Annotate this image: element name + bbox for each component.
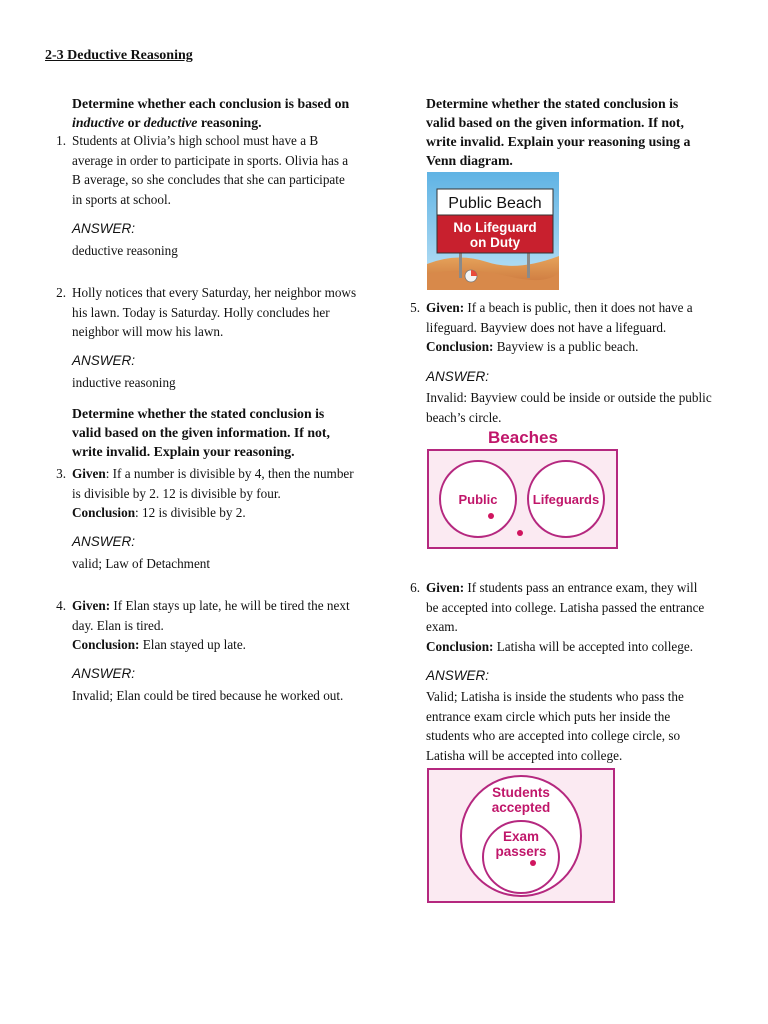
conclusion-text: Elan stayed up late.: [139, 637, 246, 652]
instructions-3-line: Venn diagram.: [426, 153, 513, 168]
given-label: Given:: [72, 598, 111, 613]
instructions-2-line: valid based on the given information. If not,: [72, 425, 330, 440]
question-5-text: [426, 298, 746, 357]
question-2-line: Holly notices that every Saturday, her neighbor mows: [72, 285, 357, 300]
answer-3-label: ANSWER:: [72, 534, 136, 549]
word-deductive: deductive: [143, 115, 198, 130]
conclusion-label: Conclusion:: [426, 339, 494, 354]
answer-5-text: [426, 388, 746, 427]
sign-line-1: Public Beach: [448, 195, 542, 212]
instructions-2-line: Determine whether the stated conclusion is: [72, 406, 325, 421]
instructions-3: [426, 94, 736, 170]
conclusion-text: Bayview is a public beach.: [493, 339, 639, 354]
instructions-1-line2: [72, 113, 392, 132]
answer-6-line: students who are accepted into college circle, so: [426, 728, 681, 743]
instructions-3-line: valid based on the given information. If not,: [426, 115, 684, 130]
question-2-line: neighbor will mow his lawn.: [72, 324, 224, 339]
instructions-1: [72, 94, 392, 132]
instructions-2-line: write invalid. Explain your reasoning.: [72, 444, 295, 459]
sign-line-3: on Duty: [469, 235, 521, 250]
question-2-text: [72, 283, 382, 342]
venn-accepted-label-2: accepted: [491, 800, 551, 815]
question-6-conclusion: [426, 637, 746, 657]
question-4-text: [72, 596, 392, 655]
answer-1-label: ANSWER:: [72, 221, 136, 236]
given-text: If students pass an entrance exam, they will: [464, 580, 698, 595]
answer-6-line: Valid; Latisha is inside the students who pass the: [426, 689, 684, 704]
venn-beaches-svg: [426, 426, 620, 550]
question-6-given-cont: be accepted into college. Latisha passed the entrance: [426, 599, 705, 615]
venn-lifeguards-label: Lifeguards: [532, 492, 600, 507]
answer-6-line: Latisha will be accepted into college.: [426, 747, 623, 763]
question-4-given-cont: day. Elan is tired.: [72, 617, 164, 633]
answer-4-label: ANSWER:: [72, 666, 136, 681]
question-6-number: 6.: [410, 580, 420, 595]
venn-passers-label-2: passers: [495, 844, 547, 859]
question-1-line: average in order to participate in sports. Olivia has a: [72, 152, 349, 168]
question-1-line: in sports at school.: [72, 191, 171, 207]
word-inductive: inductive: [72, 115, 125, 130]
question-6-given-cont: exam.: [426, 619, 458, 634]
instructions-1-line1: Determine whether each conclusion is based on: [72, 96, 350, 111]
word-reasoning: reasoning.: [197, 115, 262, 130]
question-6-given: [426, 578, 746, 598]
answer-4-text: Invalid; Elan could be tired because he worked out.: [72, 688, 344, 703]
question-5-given: [426, 298, 746, 318]
conclusion-label: Conclusion:: [72, 637, 140, 652]
given-label: Given: [72, 466, 106, 481]
question-3-number: 3.: [56, 466, 66, 481]
question-2-number: 2.: [56, 285, 66, 300]
answer-5-label: ANSWER:: [426, 369, 490, 384]
venn-beaches-title: Beaches: [488, 428, 558, 447]
given-label: Given:: [426, 580, 465, 595]
venn-accepted-label-1: Students: [492, 785, 550, 800]
question-6-text: [426, 578, 746, 656]
question-5-conclusion: [426, 337, 746, 357]
given-text: : If a number is divisible by 4, then the number: [105, 466, 354, 481]
venn-diagram-students: [427, 768, 615, 904]
sign-line-2: No Lifeguard: [453, 220, 537, 235]
given-label: Given:: [426, 300, 465, 315]
question-3-given: [72, 464, 392, 484]
word-or: or: [124, 115, 144, 130]
venn-public-label: Public: [458, 492, 498, 507]
conclusion-text: : 12 is divisible by 2.: [135, 505, 246, 520]
given-text: If a beach is public, then it does not have a: [464, 300, 693, 315]
question-4-number: 4.: [56, 598, 66, 613]
conclusion-label: Conclusion: [72, 505, 136, 520]
conclusion-label: Conclusion:: [426, 638, 494, 654]
instructions-3-line: write invalid. Explain your reasoning using a: [426, 134, 691, 149]
question-4-given: [72, 596, 392, 616]
answer-6-text: [426, 687, 746, 765]
beach-sign-illustration: [427, 172, 559, 290]
answer-2-label: ANSWER:: [72, 353, 136, 368]
question-3-text: [72, 464, 392, 523]
beach-sign-svg: [427, 172, 559, 290]
question-3-given-cont: is divisible by 2. 12 is divisible by four.: [72, 485, 281, 501]
question-3-conclusion: [72, 503, 392, 523]
instructions-2: [72, 404, 392, 461]
question-1-text: [72, 131, 382, 209]
answer-5-line: Invalid: Bayview could be inside or outside the public: [426, 390, 712, 405]
conclusion-text: Latisha will be accepted into college.: [493, 638, 693, 654]
answer-1-text: deductive reasoning: [72, 243, 178, 258]
question-5-number: 5.: [410, 300, 420, 315]
given-text: If Elan stays up late, he will be tired the next: [110, 598, 350, 613]
venn-diagram-beaches: [426, 426, 620, 550]
answer-6-line: entrance exam circle which puts her inside the: [426, 708, 671, 724]
question-1-line: Students at Olivia’s high school must have a B: [72, 133, 319, 148]
venn-passers-label-1: Exam: [502, 829, 540, 844]
answer-5-line: beach’s circle.: [426, 409, 502, 425]
answer-6-label: ANSWER:: [426, 668, 490, 683]
question-1-number: 1.: [56, 133, 66, 148]
venn-point-outside: [517, 530, 523, 536]
instructions-3-line: Determine whether the stated conclusion is: [426, 96, 679, 111]
question-4-conclusion: [72, 635, 392, 655]
question-1-line: B average, so she concludes that she can participate: [72, 172, 345, 187]
question-5-given-cont: lifeguard. Bayview does not have a lifeguard.: [426, 319, 667, 335]
venn-point-inside: [488, 513, 494, 519]
question-2-line: his lawn. Today is Saturday. Holly concludes her: [72, 304, 330, 320]
answer-3-text: valid; Law of Detachment: [72, 556, 211, 571]
page-title: 2-3 Deductive Reasoning: [45, 48, 193, 63]
venn-latisha-point: [530, 860, 536, 866]
venn-students-svg: [427, 768, 615, 904]
answer-2-text: inductive reasoning: [72, 375, 176, 390]
